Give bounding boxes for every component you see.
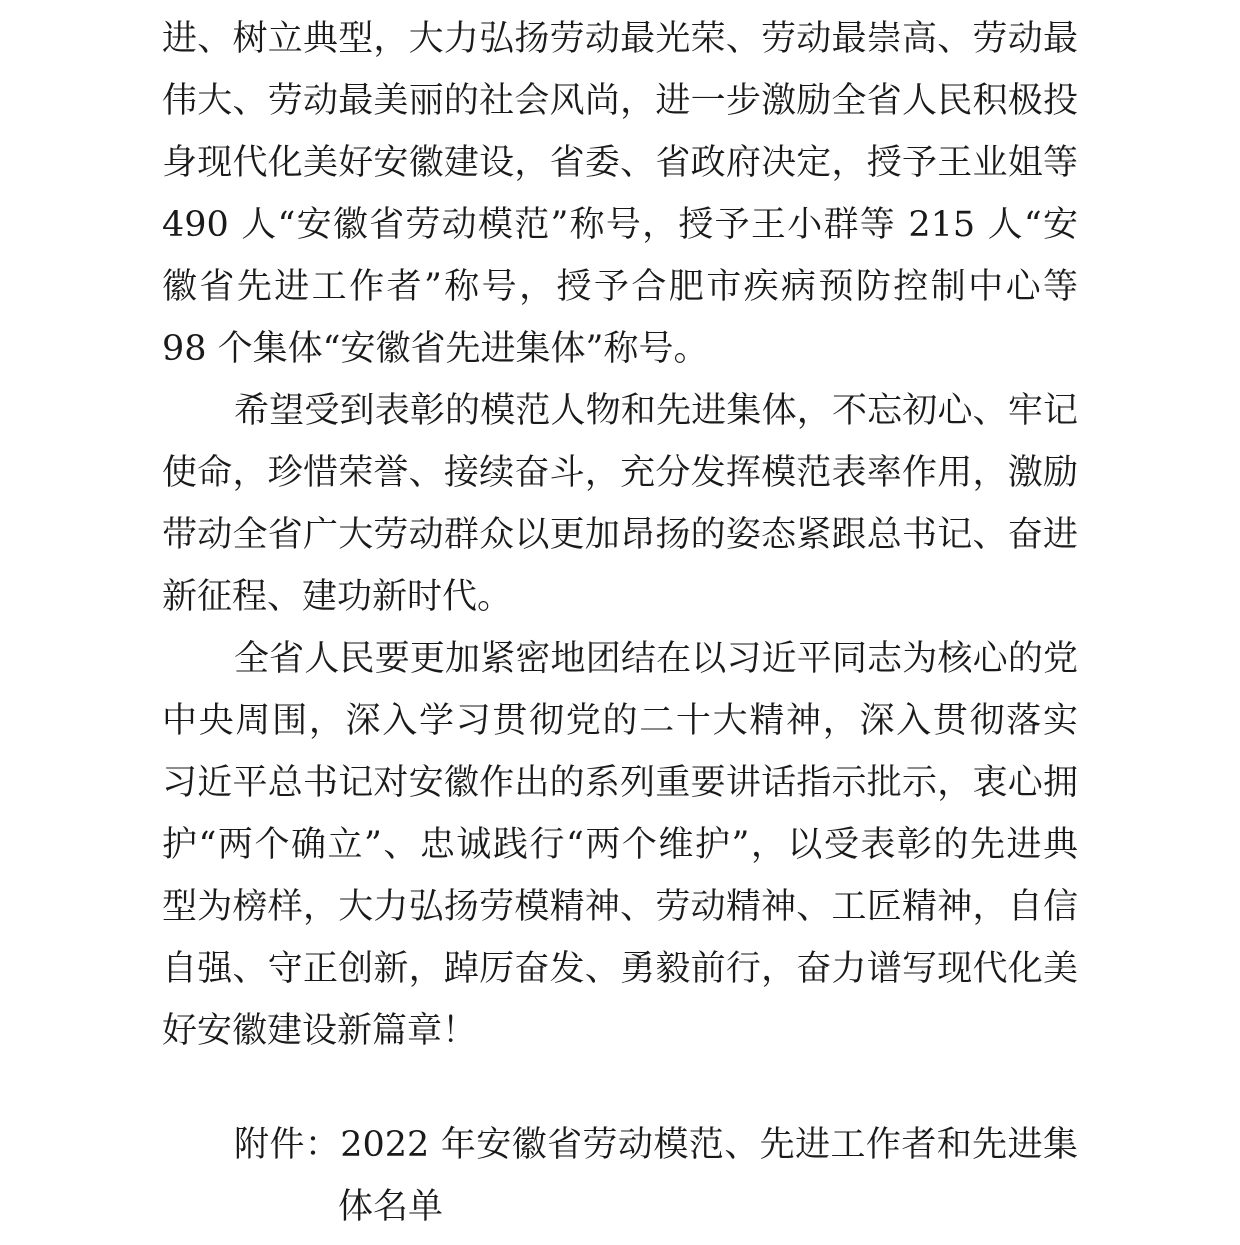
text-line: 伟大、劳动最美丽的社会风尚，进一步激励全省人民积极投	[162, 81, 1078, 121]
text-line: 中央周围，深入学习贯彻党的二十大精神，深入贯彻落实	[162, 701, 1078, 741]
text-line: 带动全省广大劳动群众以更加昂扬的姿态紧跟总书记、奋进	[162, 515, 1078, 555]
text-line: 新征程、建功新时代。	[162, 577, 513, 617]
text-line: 习近平总书记对安徽作出的系列重要讲话指示批示，衷心拥	[162, 763, 1078, 803]
text-line: 护“两个确立”、忠诚践行“两个维护”，以受表彰的先进典	[162, 825, 1078, 865]
text-line: 型为榜样，大力弘扬劳模精神、劳动精神、工匠精神，自信	[162, 887, 1078, 927]
attachment-line: 体名单	[338, 1187, 444, 1227]
text-line: 身现代化美好安徽建设，省委、省政府决定，授予王业姐等	[162, 143, 1078, 183]
text-line: 98 个集体“安徽省先进集体”称号。	[162, 329, 709, 369]
text-line: 自强、守正创新，踔厉奋发、勇毅前行，奋力谱写现代化美	[162, 949, 1078, 989]
text-line: 全省人民要更加紧密地团结在以习近平同志为核心的党	[234, 639, 1078, 679]
attachment-line: 附件：2022 年安徽省劳动模范、先进工作者和先进集	[234, 1125, 1078, 1165]
text-line: 490 人“安徽省劳动模范”称号，授予王小群等 215 人“安	[162, 205, 1078, 245]
text-line: 徽省先进工作者”称号，授予合肥市疾病预防控制中心等	[162, 267, 1078, 307]
text-line: 好安徽建设新篇章！	[162, 1011, 478, 1051]
text-line: 使命，珍惜荣誉、接续奋斗，充分发挥模范表率作用，激励	[162, 453, 1078, 493]
text-line: 进、树立典型，大力弘扬劳动最光荣、劳动最崇高、劳动最	[162, 19, 1078, 59]
text-line: 希望受到表彰的模范人物和先进集体，不忘初心、牢记	[234, 391, 1078, 431]
